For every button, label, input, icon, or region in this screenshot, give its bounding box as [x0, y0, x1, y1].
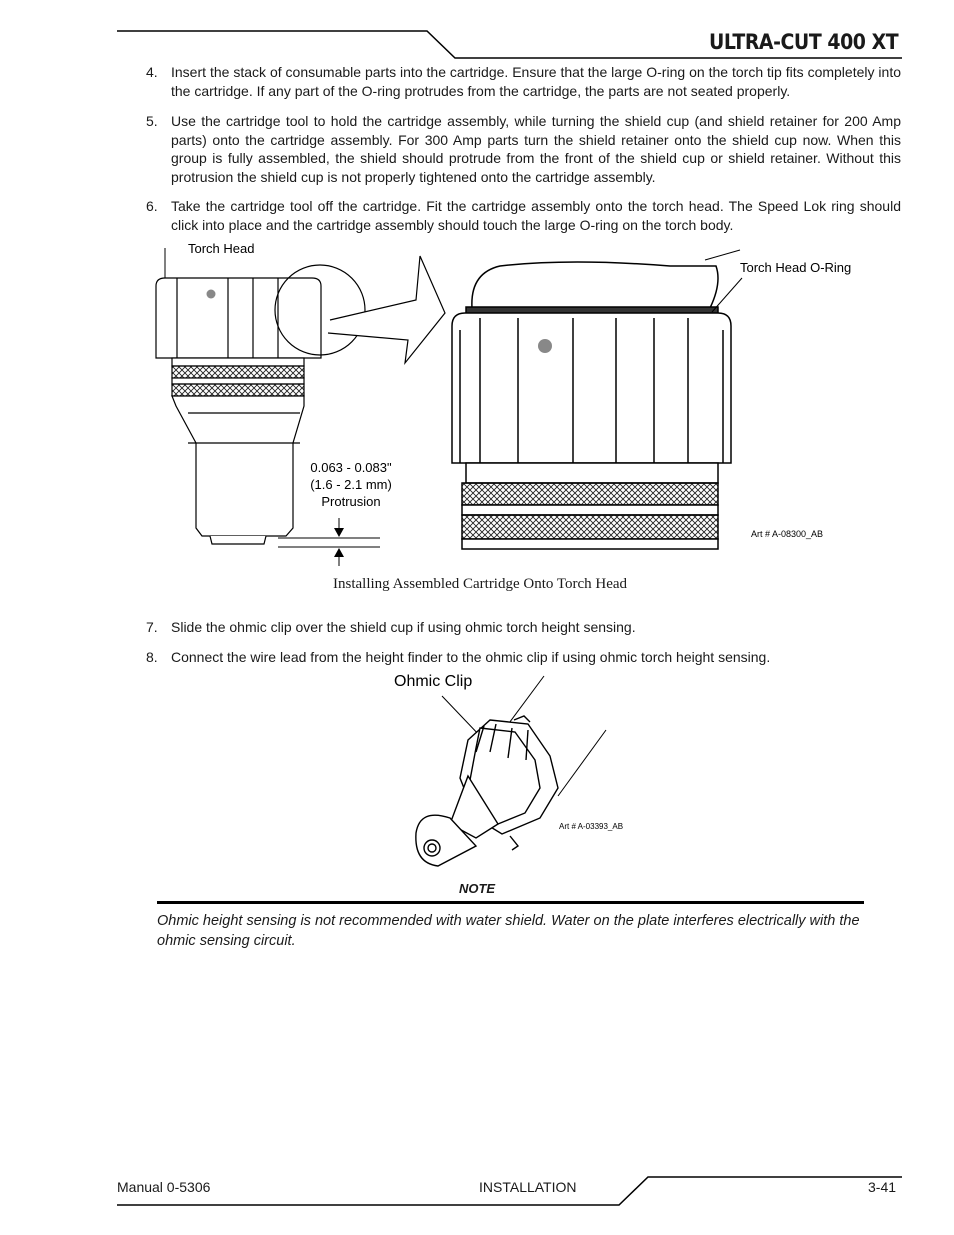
step-4	[146, 63, 901, 100]
torch-head-label: Torch Head	[188, 241, 255, 256]
cartridge-installation-figure	[140, 238, 870, 573]
figure-caption: Installing Assembled Cartridge Onto Torch Head	[333, 576, 628, 592]
step-text: Slide the ohmic clip over the shield cup if using ohmic torch height sensing.	[171, 619, 636, 635]
protrusion-dim-line1: 0.063 - 0.083"	[310, 460, 392, 475]
document-title: ULTRA-CUT 400 XT	[708, 30, 898, 54]
step-number: 7.	[146, 619, 158, 635]
step-6	[146, 197, 901, 234]
step-number: 8.	[146, 649, 158, 665]
note-text: Ohmic height sensing is not recommended with water shield. Water on the plate interferes electrically with the ohmic sensing circuit.	[157, 913, 860, 949]
enlarged-cartridge-drawing	[452, 262, 731, 549]
step-number: 4.	[146, 64, 158, 80]
step-text: Use the cartridge tool to hold the cartridge assembly, while turning the shield cup (and shield retainer for 200 Amp parts) onto the cartridge assembly. For 300 Amp parts turn the shield retainer onto the shield cup now. When this group is fully assembled, the shield should protrude from the front of the shield cup or shield retainer. Without this protrusion the shield cup is not properly tightened onto the cartridge assembly.	[171, 113, 901, 185]
oring-label: Torch Head O-Ring	[740, 260, 852, 275]
ohmic-clip-figure	[380, 668, 640, 878]
step-7	[146, 618, 901, 637]
torch-assembly-drawing	[156, 278, 321, 544]
ohmic-clip-label: Ohmic Clip	[394, 673, 473, 690]
step-5	[146, 112, 901, 186]
note-title: NOTE	[458, 881, 496, 896]
page-number: 3-41	[868, 1179, 897, 1195]
step-8	[146, 648, 901, 667]
section-name: INSTALLATION	[479, 1179, 577, 1195]
art-number: Art # A-08300_AB	[751, 529, 824, 539]
torch-with-ohmic-clip-drawing	[416, 716, 558, 866]
note-divider	[157, 901, 864, 904]
art-number: Art # A-03393_AB	[559, 822, 624, 831]
step-number: 5.	[146, 113, 158, 129]
step-text: Take the cartridge tool off the cartridge. Fit the cartridge assembly onto the torch head. The Speed Lok ring should click into place and the cartridge assembly should touch the large O-ring on the torch body.	[171, 198, 901, 233]
step-text: Connect the wire lead from the height finder to the ohmic clip if using ohmic torch height sensing.	[171, 649, 771, 665]
protrusion-dim-line2: (1.6 - 2.1 mm)	[310, 477, 392, 492]
step-text: Insert the stack of consumable parts into the cartridge. Ensure that the large O-ring on the torch tip fits completely into the cartridge. If any part of the O-ring protrudes from the cartridge, the parts are not seated properly.	[171, 64, 901, 99]
manual-number: Manual 0-5306	[117, 1179, 211, 1195]
step-number: 6.	[146, 198, 158, 214]
protrusion-label: Protrusion	[321, 494, 381, 509]
